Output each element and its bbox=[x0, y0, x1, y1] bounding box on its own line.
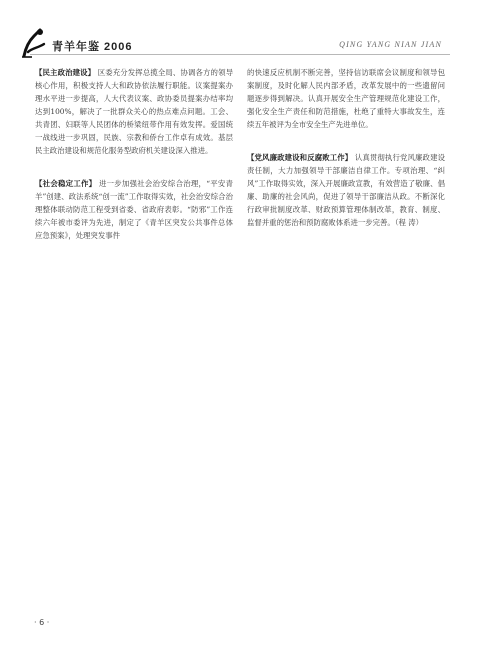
header-divider bbox=[30, 54, 450, 55]
paragraph-social-stability bbox=[35, 177, 233, 242]
yearbook-year: 2006 bbox=[104, 41, 133, 53]
paragraph-text: 认真贯彻执行党风廉政建设责任制，大力加强领导干部廉洁自律工作。专项治理、“纠风”工作取得实效，深入开展廉政宣教，有效营造了敬廉、倡廉、助廉的社会风尚，促进了领导干部廉洁从政。不断深化行政审批制度改革、财政预算管理体制改革，教育、制度、监督并重的惩治和预防腐败体系进一步完善。 bbox=[247, 153, 445, 227]
paragraph-continuation bbox=[247, 66, 445, 131]
right-column bbox=[247, 66, 445, 249]
paragraph-text: 的快速反应机制不断完善，坚持信访联席会议制度和领导包案制度，及时化解人民内部矛盾，改革发展中的一些遗留问题逐步得到解决。认真开展安全生产管理规范化建设工作，强化安全生产责任和防范措施，杜绝了重特大事故发生，连续五年被评为全市安全生产先进单位。 bbox=[247, 68, 445, 129]
yearbook-name: 青羊年鉴 bbox=[52, 40, 100, 53]
author-credit: （程 涛） bbox=[394, 218, 424, 227]
section-heading: 【党风廉政建设和反腐败工作】 bbox=[247, 153, 353, 162]
paragraph-text: 区委充分发挥总揽全局、协调各方的领导核心作用，积极支持人大和政协依法履行职能。议案提案办理水平进一步提高，人大代表议案、政协委员提案办结率均达到100%，解决了一批群众关心的热点难点问题。工会、共青团、妇联等人民团体的桥梁纽带作用有效发挥。爱国统一战线进一步巩固，民族、宗教和侨台工作卓有成效。基层民主政治建设和规范化服务型政府机关建设深入推进。 bbox=[35, 68, 233, 155]
paragraph-democratic-politics bbox=[35, 66, 233, 157]
running-title: QING YANG NIAN JIAN bbox=[339, 40, 442, 49]
yearbook-title bbox=[52, 38, 132, 54]
page-number: · 6 · bbox=[34, 618, 50, 627]
section-heading: 【民主政治建设】 bbox=[35, 68, 96, 77]
section-heading: 【社会稳定工作】 bbox=[35, 179, 97, 188]
left-column bbox=[35, 66, 233, 262]
paragraph-text: 进一步加强社会治安综合治理，“平安青羊”创建、政法系统“创一流”工作取得实效，社会治安综合治理整体联动防范工程受到省委、省政府表彰。“防邪”工作连续六年被市委评为先进，制定了《青羊区突发公共事件总体应急预案》，处理突发事件 bbox=[35, 179, 233, 240]
page-header bbox=[0, 0, 480, 62]
paragraph-anti-corruption bbox=[247, 151, 445, 229]
